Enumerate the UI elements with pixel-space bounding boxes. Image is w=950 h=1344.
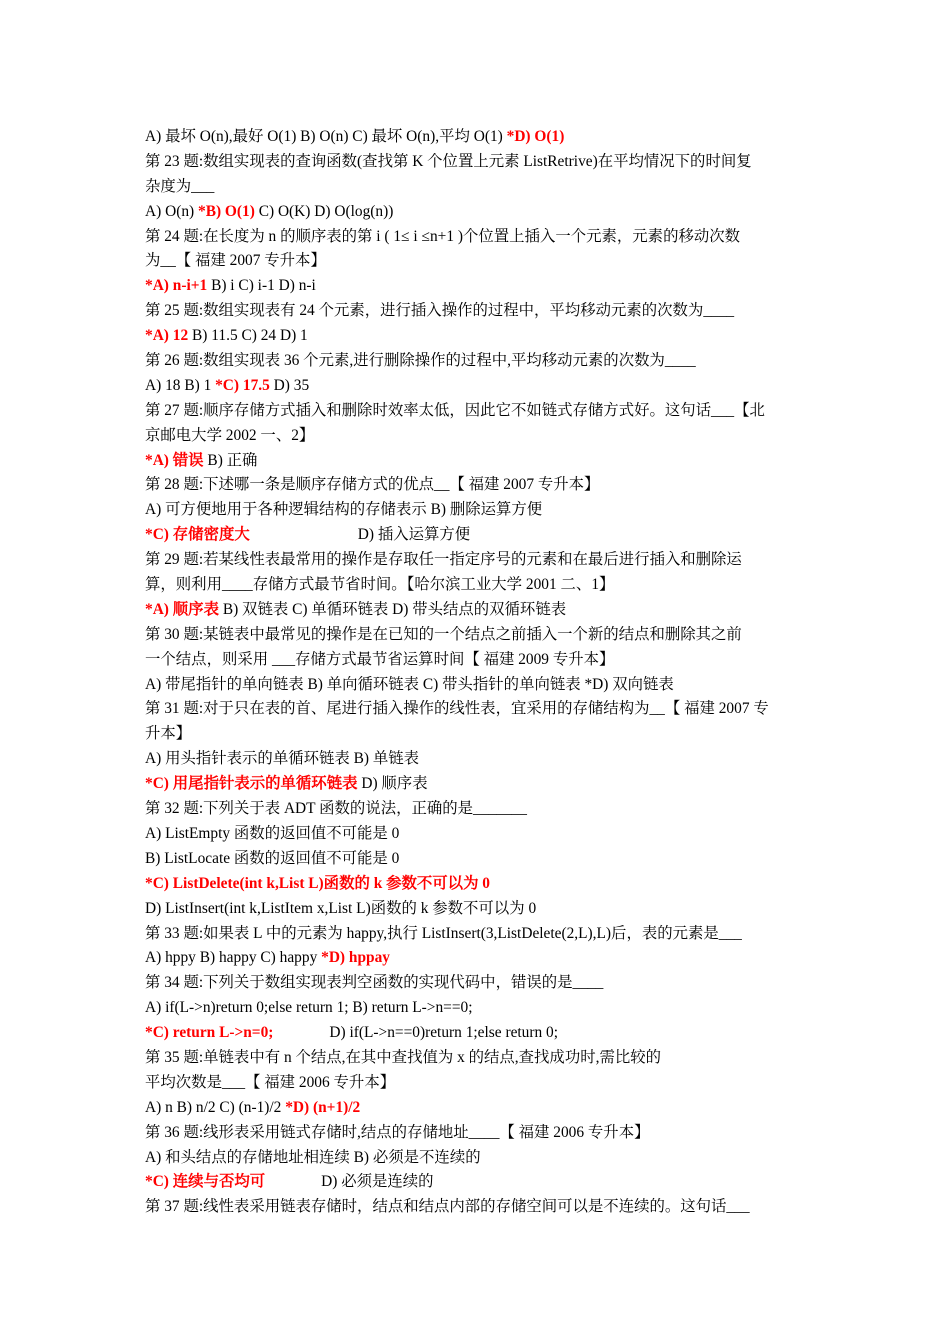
text-line bbox=[145, 847, 810, 872]
plain-text: 杂度为___ bbox=[145, 177, 215, 195]
plain-text: 升本】 bbox=[145, 725, 192, 743]
text-line bbox=[145, 274, 810, 299]
text-line bbox=[145, 897, 810, 922]
plain-text: 算，则利用____存储方式最节省时间。【哈尔滨工业大学 2001 二、1】 bbox=[145, 576, 615, 594]
plain-text: B) 双链表 C) 单循环链表 D) 带头结点的双循环链表 bbox=[218, 600, 567, 618]
plain-text: 第 32 题:下列关于表 ADT 函数的说法，正确的是_______ bbox=[145, 800, 527, 818]
plain-text: 平均次数是___【 福建 2006 专升本】 bbox=[145, 1073, 396, 1091]
plain-text: 第 27 题:顺序存储方式插入和删除时效率太低，因此它不如链式存储方式好。这句话___【北 bbox=[145, 401, 765, 419]
text-line bbox=[145, 1046, 810, 1071]
text-line bbox=[145, 449, 810, 474]
plain-text: A) 带尾指针的单向链表 B) 单向循环链表 C) 带头指针的单向链表 *D) 双向链表 bbox=[145, 675, 674, 693]
plain-text: B) 正确 bbox=[203, 451, 258, 469]
plain-text: D) 35 bbox=[269, 376, 310, 394]
plain-text: 第 36 题:线形表采用链式存储时,结点的存储地址____【 福建 2006 专升本】 bbox=[145, 1123, 650, 1141]
plain-text: 第 24 题:在长度为 n 的顺序表的第 i ( 1≤ i ≤n+1 )个位置上插入一个元素，元素的移动次数 bbox=[145, 227, 741, 245]
text-line bbox=[145, 299, 810, 324]
answer-text: *B) O(1) bbox=[198, 202, 255, 220]
text-line bbox=[145, 673, 810, 698]
plain-text: 第 26 题:数组实现表 36 个元素,进行删除操作的过程中,平均移动元素的次数为____ bbox=[145, 352, 696, 370]
text-line bbox=[145, 399, 810, 424]
plain-text: A) 用头指针表示的单循环链表 B) 单链表 bbox=[145, 750, 420, 768]
text-line bbox=[145, 225, 810, 250]
plain-text: A) hppy B) happy C) happy bbox=[145, 949, 322, 967]
plain-text: 第 23 题:数组实现表的查询函数(查找第 K 个位置上元素 ListRetrive)在平均情况下的时间复 bbox=[145, 152, 752, 170]
plain-text: D) ListInsert(int k,ListItem x,List L)函数的 k 参数不可以为 0 bbox=[145, 899, 537, 917]
text-line bbox=[145, 200, 810, 225]
plain-text: 第 28 题:下述哪一条是顺序存储方式的优点__【 福建 2007 专升本】 bbox=[145, 476, 600, 494]
text-line bbox=[145, 548, 810, 573]
text-line bbox=[145, 175, 810, 200]
text-line bbox=[145, 722, 810, 747]
plain-text: C) O(K) D) O(log(n)) bbox=[254, 202, 394, 220]
answer-text: *C) 17.5 bbox=[215, 376, 270, 394]
plain-text: 第 33 题:如果表 L 中的元素为 happy,执行 ListInsert(3,ListDelete(2,L),L)后，表的元素是___ bbox=[145, 924, 742, 942]
text-line bbox=[145, 1195, 810, 1220]
text-line bbox=[145, 971, 810, 996]
text-line bbox=[145, 996, 810, 1021]
plain-text: 第 30 题:某链表中最常见的操作是在已知的一个结点之前插入一个新的结点和删除其之前 bbox=[145, 625, 742, 643]
text-line bbox=[145, 498, 810, 523]
plain-text: 为__【 福建 2007 专升本】 bbox=[145, 252, 326, 270]
answer-text: *A) 12 bbox=[145, 327, 189, 345]
plain-text: 第 34 题:下列关于数组实现表判空函数的实现代码中，错误的是____ bbox=[145, 974, 604, 992]
plain-text: A) 可方便地用于各种逻辑结构的存储表示 B) 删除运算方便 bbox=[145, 501, 543, 519]
plain-text: A) O(n) bbox=[145, 202, 198, 220]
text-line bbox=[145, 249, 810, 274]
text-line bbox=[145, 946, 810, 971]
text-line bbox=[145, 523, 810, 548]
plain-text: 第 25 题:数组实现表有 24 个元素，进行插入操作的过程中，平均移动元素的次数为____ bbox=[145, 302, 735, 320]
plain-text: A) ListEmpty 函数的返回值不可能是 0 bbox=[145, 824, 400, 842]
plain-text: 第 29 题:若某线性表最常用的操作是存取任一指定序号的元素和在最后进行插入和删除运 bbox=[145, 551, 742, 569]
plain-text: 第 37 题:线性表采用链表存储时，结点和结点内部的存储空间可以是不连续的。这句话___ bbox=[145, 1198, 750, 1216]
text-line bbox=[145, 797, 810, 822]
answer-text: *C) return L->n=0; bbox=[145, 1024, 274, 1042]
text-line bbox=[145, 1121, 810, 1146]
text-line bbox=[145, 1021, 810, 1046]
plain-text: D) 顺序表 bbox=[357, 775, 428, 793]
text-line bbox=[145, 349, 810, 374]
answer-text: *A) n-i+1 bbox=[145, 277, 208, 295]
plain-text: A) 最坏 O(n),最好 O(1) B) O(n) C) 最坏 O(n),平均 O(1) bbox=[145, 128, 507, 145]
text-line bbox=[145, 697, 810, 722]
answer-text: *D) (n+1)/2 bbox=[285, 1098, 361, 1116]
plain-text: 一个结点，则采用 ___存储方式最节省运算时间【 福建 2009 专升本】 bbox=[145, 650, 615, 668]
text-line bbox=[145, 598, 810, 623]
plain-text: D) 必须是连续的 bbox=[321, 1173, 434, 1191]
text-line bbox=[145, 747, 810, 772]
answer-text: *A) 错误 bbox=[145, 451, 204, 469]
text-line bbox=[145, 125, 810, 150]
answer-text: *C) ListDelete(int k,List L)函数的 k 参数不可以为 0 bbox=[145, 874, 490, 892]
text-line bbox=[145, 573, 810, 598]
answer-text: *C) 用尾指针表示的单循环链表 bbox=[145, 775, 358, 793]
plain-text: D) 插入运算方便 bbox=[357, 526, 471, 544]
text-line bbox=[145, 872, 810, 897]
plain-text: D) if(L->n==0)return 1;else return 0; bbox=[329, 1024, 559, 1042]
plain-text: B) i C) i-1 D) n-i bbox=[207, 277, 316, 295]
text-line bbox=[145, 424, 810, 449]
text-line bbox=[145, 772, 810, 797]
answer-text: *C) 存储密度大 bbox=[145, 526, 250, 544]
plain-text: 第 35 题:单链表中有 n 个结点,在其中查找值为 x 的结点,查找成功时,需比较的 bbox=[145, 1048, 662, 1066]
plain-text: A) if(L->n)return 0;else return 1; B) return L->n==0; bbox=[145, 999, 473, 1017]
text-line bbox=[145, 1096, 810, 1121]
text-line bbox=[145, 922, 810, 947]
plain-text: A) 和头结点的存储地址相连续 B) 必须是不连续的 bbox=[145, 1148, 481, 1166]
text-line bbox=[145, 1170, 810, 1195]
text-line bbox=[145, 623, 810, 648]
text-line bbox=[145, 1146, 810, 1171]
text-line bbox=[145, 473, 810, 498]
plain-text: 第 31 题:对于只在表的首、尾进行插入操作的线性表，宜采用的存储结构为__【 福建 2007 专 bbox=[145, 700, 769, 718]
plain-text: B) 11.5 C) 24 D) 1 bbox=[188, 327, 308, 345]
answer-text: *A) 顺序表 bbox=[145, 600, 219, 618]
document-page bbox=[145, 125, 810, 1220]
text-line bbox=[145, 150, 810, 175]
answer-text: *C) 连续与否均可 bbox=[145, 1173, 266, 1191]
plain-text: A) n B) n/2 C) (n-1)/2 bbox=[145, 1098, 286, 1116]
plain-text: A) 18 B) 1 bbox=[145, 376, 216, 394]
answer-text: *D) O(1) bbox=[506, 128, 565, 145]
text-line bbox=[145, 324, 810, 349]
answer-text: *D) hppay bbox=[321, 949, 390, 967]
text-line bbox=[145, 648, 810, 673]
text-line bbox=[145, 822, 810, 847]
plain-text: B) ListLocate 函数的返回值不可能是 0 bbox=[145, 849, 400, 867]
text-line bbox=[145, 1071, 810, 1096]
plain-text: 京邮电大学 2002 一、2】 bbox=[145, 426, 315, 444]
text-line bbox=[145, 374, 810, 399]
